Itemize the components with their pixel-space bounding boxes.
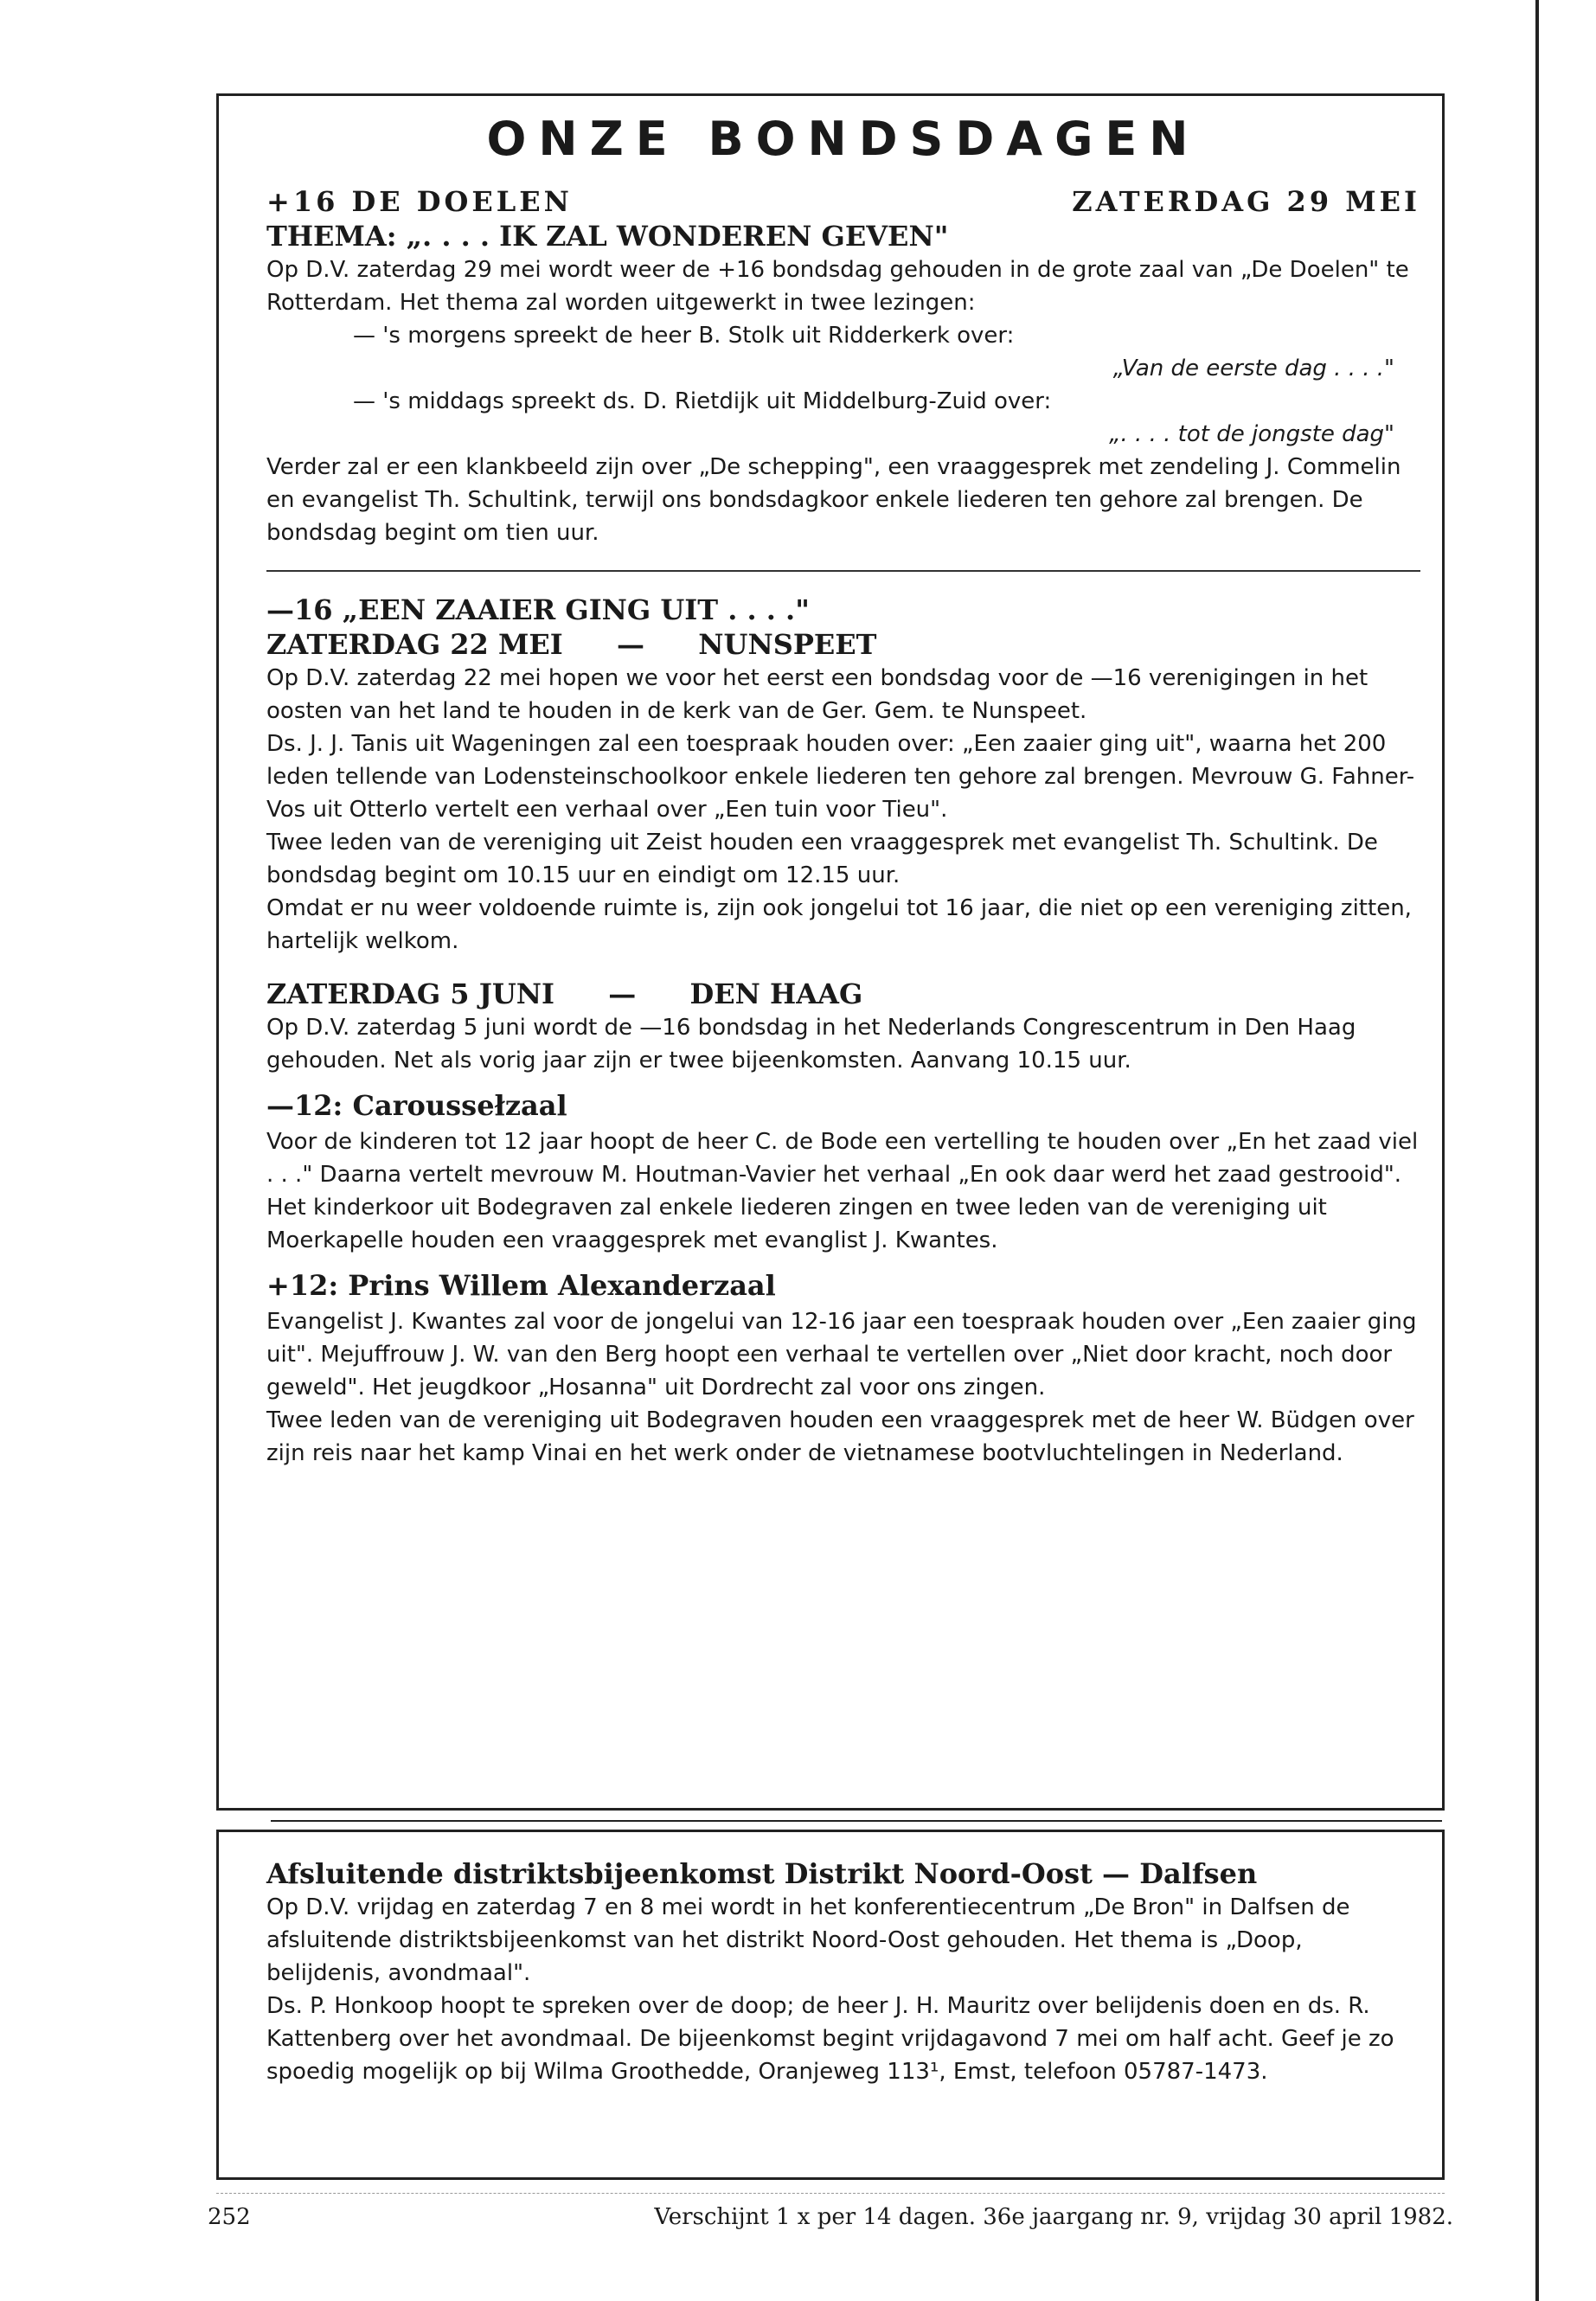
paragraph: Op D.V. zaterdag 29 mei wordt weer de +16 bondsdag gehouden in de grote zaal van „De Doelen" te Rotterdam. Het thema zal worden uitgewerkt in twee lezingen: bbox=[266, 257, 1409, 316]
location-label: DEN HAAG bbox=[689, 977, 863, 1010]
paragraph: Omdat er nu weer voldoende ruimte is, zijn ook jongelui tot 16 jaar, die niet op een vereniging zitten, hartelijk welkom. bbox=[266, 895, 1412, 954]
section-nunspeet bbox=[266, 593, 1420, 958]
paragraph: Evangelist J. Kwantes zal voor de jongelui van 12-16 jaar een toespraak houden over „Een zaaier ging uit". Mejuffrouw J. W. van den Berg hoopt een verhaal te vertellen over „Niet door kracht, noch door geweld". Het jeugdkoor „Hosanna" uit Dordrecht zal voor ons zingen. bbox=[266, 1309, 1417, 1400]
theme-heading: THEMA: „. . . . IK ZAL WONDEREN GEVEN" bbox=[266, 220, 949, 253]
paragraph: Op D.V. vrijdag en zaterdag 7 en 8 mei wordt in het konferentiecentrum „De Bron" in Dalfsen de afsluitende distriktsbijeenkomst van het distrikt Noord-Oost gehouden. Het thema is „Doop, belijdenis, avondmaal". bbox=[266, 1894, 1350, 1986]
lecture-line: — 's morgens spreekt de heer B. Stolk uit Ridderkerk over: bbox=[353, 323, 1015, 349]
paragraph: Ds. J. J. Tanis uit Wageningen zal een toespraak houden over: „Een zaaier ging uit", waarna het 200 leden tellende van Lodensteinschoolkoor enkele liederen ten gehore zal brengen. Mevrouw G. Fahner-Vos uit Otterlo vertelt een verhaal over „Een tuin voor Tieu". bbox=[266, 731, 1415, 823]
section-divider bbox=[266, 570, 1420, 572]
lecture-line: — 's middags spreekt ds. D. Rietdijk uit Middelburg-Zuid over: bbox=[353, 388, 1052, 414]
page-title: ONZE BONDSDAGEN bbox=[486, 112, 1201, 166]
section-subheading bbox=[266, 627, 1420, 662]
paragraph: Twee leden van de vereniging uit Bodegraven houden een vraaggesprek met de heer W. Büdgen over zijn reis naar het kamp Vinai en het werk onder de vietnamese bootvluchtelingen in Nederland. bbox=[266, 1407, 1414, 1466]
box-heading: Afsluitende distriktsbijeenkomst Distrikt Noord-Oost — Dalfsen bbox=[266, 1857, 1258, 1890]
section-heading: —16 „EEN ZAAIER GING UIT . . . ." bbox=[266, 593, 810, 626]
main-article-box bbox=[216, 93, 1445, 1811]
room-heading: —12: Caroussełzaal bbox=[266, 1089, 567, 1122]
footer-rule bbox=[216, 2193, 1445, 2194]
paragraph: Op D.V. zaterdag 5 juni wordt de —16 bondsdag in het Nederlands Congrescentrum in Den Haag gehouden. Net als vorig jaar zijn er twee bijeenkomsten. Aanvang 10.15 uur. bbox=[266, 1015, 1356, 1074]
lecture-title: „Van de eerste dag . . . ." bbox=[1112, 356, 1394, 381]
dash: — bbox=[608, 977, 637, 1010]
date-label: ZATERDAG 22 MEI bbox=[266, 628, 563, 661]
section-de-doelen bbox=[266, 184, 1420, 549]
paragraph: Twee leden van de vereniging uit Zeist houden een vraaggesprek met evangelist Th. Schultink. De bondsdag begint om 10.15 uur en eindigt om 12.15 uur. bbox=[266, 830, 1378, 888]
dash: — bbox=[617, 628, 645, 661]
paragraph: Het kinderkoor uit Bodegraven zal enkele liederen zingen en twee leden van de vereniging uit Moerkapelle houden een vraaggesprek met evanglist J. Kwantes. bbox=[266, 1195, 1327, 1253]
paragraph: Ds. P. Honkoop hoopt te spreken over de doop; de heer J. H. Mauritz over belijdenis doen en ds. R. Kattenberg over het avondmaal. De bijeenkomst begint vrijdagavond 7 mei om half acht. Geef je zo spoedig mogelijk op bij Wilma Groothedde, Oranjeweg 113¹, Emst, telefoon 05787-1473. bbox=[266, 1993, 1394, 2085]
district-meeting-box bbox=[216, 1830, 1445, 2180]
page-footer bbox=[208, 2204, 1453, 2230]
section-heading-left: +16 DE DOELEN bbox=[266, 185, 573, 218]
page-edge-rule bbox=[1535, 0, 1539, 2301]
section-den-haag bbox=[266, 977, 1420, 1470]
paragraph: Op D.V. zaterdag 22 mei hopen we voor het eerst een bondsdag voor de —16 verenigingen in het oosten van het land te houden in de kerk van de Ger. Gem. te Nunspeet. bbox=[266, 665, 1368, 724]
room-heading: +12: Prins Willem Alexanderzaal bbox=[266, 1269, 776, 1302]
lecture-title: „. . . . tot de jongste dag" bbox=[1109, 421, 1394, 447]
section-header-row bbox=[266, 184, 1420, 219]
section-heading-right: ZATERDAG 29 MEI bbox=[1072, 185, 1420, 218]
paragraph: Voor de kinderen tot 12 jaar hoopt de heer C. de Bode een vertelling te houden over „En het zaad viel . . ." Daarna vertelt mevrouw M. Houtman-Vavier het verhaal „En ook daar werd het zaad gestrooid". bbox=[266, 1129, 1419, 1188]
location-label: NUNSPEET bbox=[698, 628, 877, 661]
paragraph: Verder zal er een klankbeeld zijn over „De schepping", een vraaggesprek met zendeling J. Commelin en evangelist Th. Schultink, terwijl ons bondsdagkoor enkele liederen ten gehore zal brengen. De bondsdag begint om tien uur. bbox=[266, 454, 1401, 546]
date-label: ZATERDAG 5 JUNI bbox=[266, 977, 554, 1010]
section-heading bbox=[266, 977, 1420, 1011]
page-number: 252 bbox=[208, 2204, 251, 2230]
footer-text: Verschijnt 1 x per 14 dagen. 36e jaargang nr. 9, vrijdag 30 april 1982. bbox=[654, 2204, 1453, 2230]
